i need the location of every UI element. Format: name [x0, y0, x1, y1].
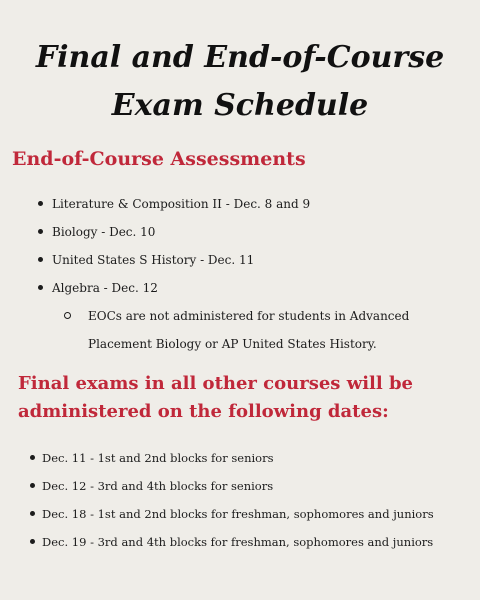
- list-item: [30, 444, 476, 472]
- list-item: [30, 528, 476, 556]
- list-item: [30, 500, 476, 528]
- final-exams-list: [30, 444, 476, 556]
- eoc-list: [38, 190, 478, 358]
- list-item: [38, 246, 478, 274]
- eoc-heading: End-of-Course Assessments: [12, 148, 306, 170]
- bullet-icon: [30, 511, 35, 516]
- list-item: [38, 274, 478, 358]
- eoc-sub-list: [64, 302, 474, 358]
- circle-bullet-icon: [64, 312, 71, 319]
- final-exams-heading-line-2: administered on the following dates:: [18, 401, 389, 422]
- bullet-icon: [38, 229, 43, 234]
- final-exams-heading-line-1: Final exams in all other courses will be: [18, 373, 414, 394]
- final-exams-heading: [18, 370, 468, 426]
- page-title-line-2: Exam Schedule: [111, 88, 369, 123]
- list-item-text: Biology - Dec. 10: [52, 225, 156, 239]
- bullet-icon: [38, 285, 43, 290]
- bullet-icon: [30, 455, 35, 460]
- bullet-icon: [38, 257, 43, 262]
- list-item-text: Dec. 18 - 1st and 2nd blocks for freshman, sophomores and juniors: [42, 507, 434, 521]
- sub-list-item: [64, 302, 474, 358]
- bullet-icon: [30, 539, 35, 544]
- list-item-text: Dec. 19 - 3rd and 4th blocks for freshman, sophomores and juniors: [42, 535, 434, 549]
- list-item: [38, 218, 478, 246]
- list-item: [30, 472, 476, 500]
- eoc-note: EOCs are not administered for students in Advanced Placement Biology or AP United States History.: [88, 309, 410, 351]
- list-item-text: Dec. 12 - 3rd and 4th blocks for seniors: [42, 479, 274, 493]
- list-item-text: Dec. 11 - 1st and 2nd blocks for seniors: [42, 451, 274, 465]
- page-title-line-1: Final and End-of-Course: [35, 40, 445, 75]
- page-title: [0, 34, 480, 130]
- bullet-icon: [38, 201, 43, 206]
- list-item: [38, 190, 478, 218]
- bullet-icon: [30, 483, 35, 488]
- list-item-text: United States S History - Dec. 11: [52, 253, 255, 267]
- list-item-text: Algebra - Dec. 12: [52, 281, 158, 295]
- list-item-text: Literature & Composition II - Dec. 8 and 9: [52, 197, 311, 211]
